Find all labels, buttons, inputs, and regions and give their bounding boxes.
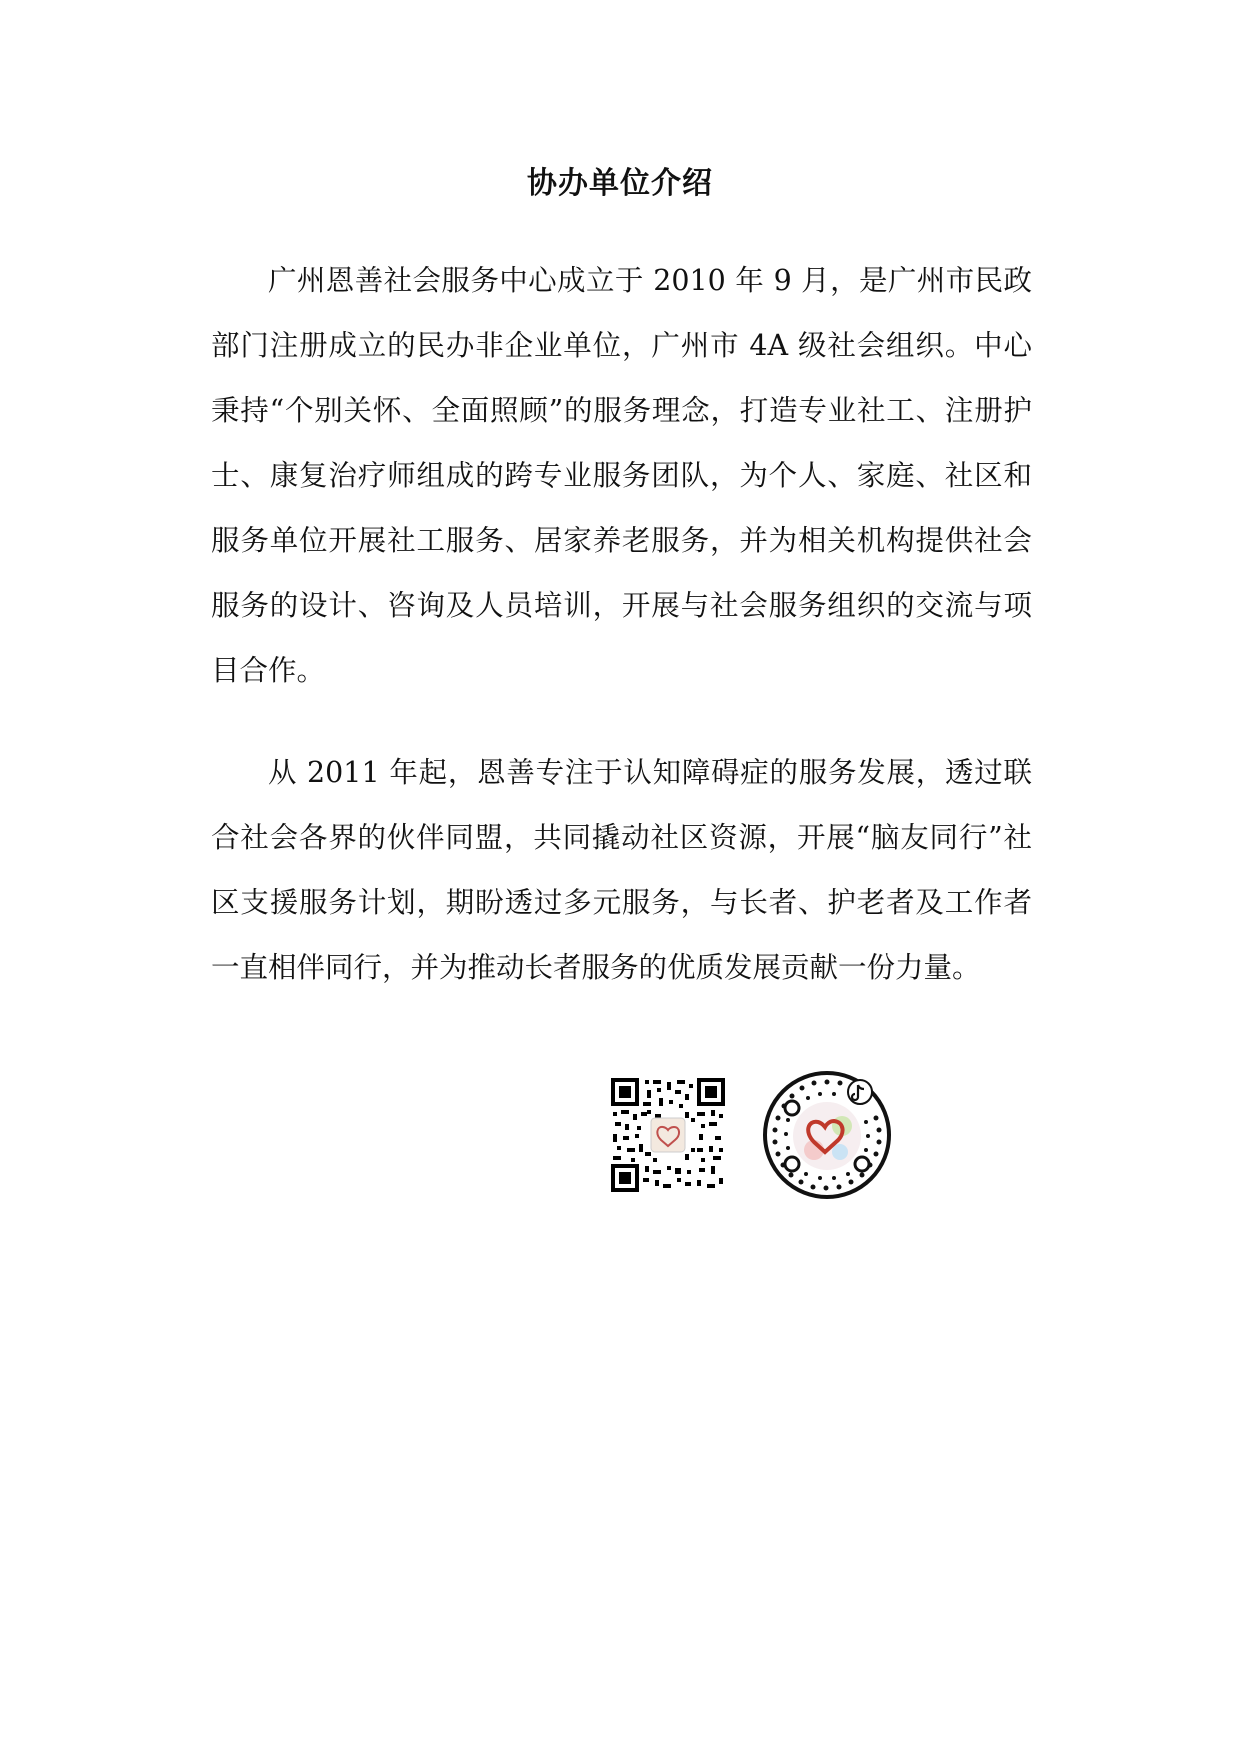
wechat-qr-code[interactable] — [611, 1078, 725, 1192]
intro-paragraph: 广州恩善社会服务中心成立于 2010 年 9 月，是广州市民政部门注册成立的民办非企业单位，广州市 4A 级社会组织。中心秉持“个别关怀、全面照顾”的服务理念，打造专业社工、注册护士、康复治疗师组成的跨专业服务团队，为个人、家庭、社区和服务单位开展社工服务、居家养老服务，并为相关机构提供社会服务的设计、咨询及人员培训，开展与社会服务组织的交流与项目合作。 — [211, 264, 1032, 687]
tiktok-icon — [848, 1080, 872, 1104]
service-paragraph: 从 2011 年起，恩善专注于认知障碍症的服务发展，透过联合社会各界的伙伴同盟，共同撬动社区资源，开展“脑友同行”社区支援服务计划，期盼透过多元服务，与长者、护老者及工作者一直相伴同行，并为推动长者服务的优质发展贡献一份力量。 — [211, 756, 1032, 984]
page-title: 协办单位介绍 — [527, 166, 713, 201]
douyin-qr-code[interactable] — [762, 1070, 892, 1200]
